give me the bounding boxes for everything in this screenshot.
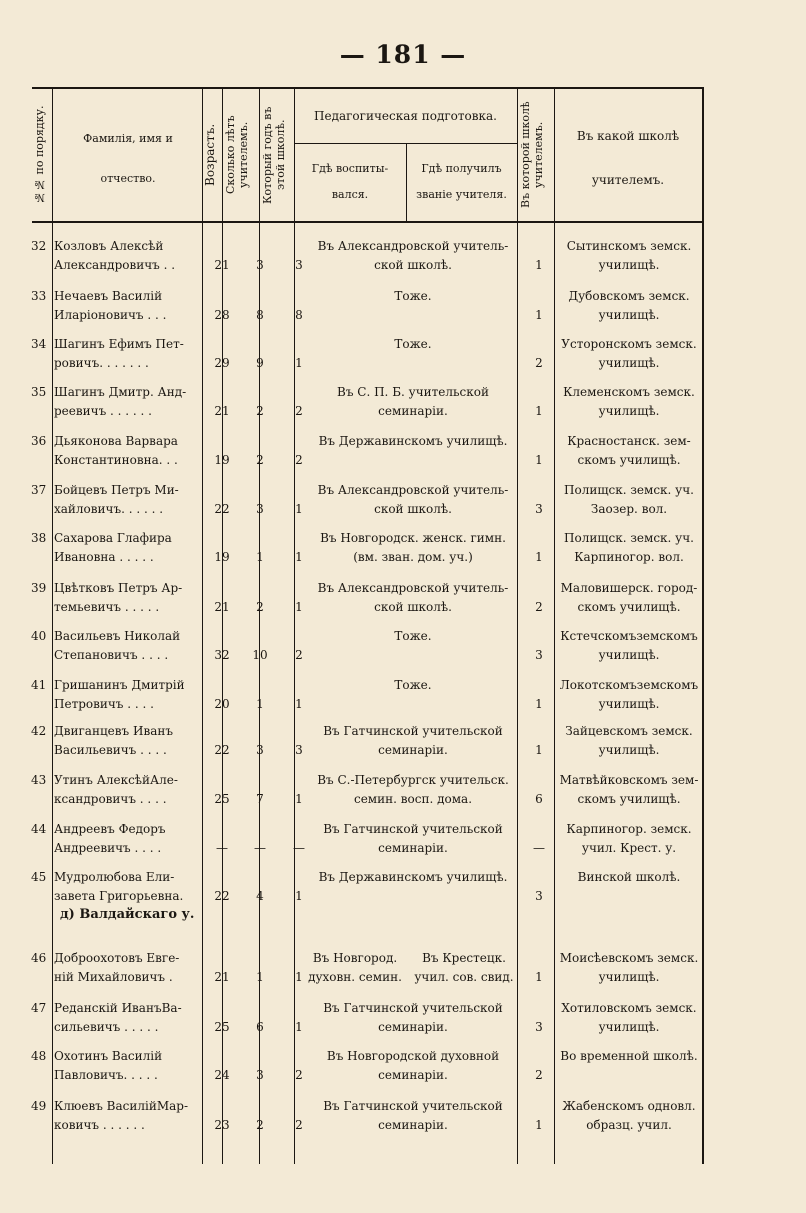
- header-name-line1: Фамилія, имя и: [83, 132, 173, 145]
- which-school-cell: Во временной школѣ.: [560, 1049, 698, 1063]
- pedagogical-cell: Въ Новгородской духовной семинаріи.: [326, 1049, 500, 1082]
- table-row: [32, 481, 704, 529]
- name-line2: темьевичъ . . . . .: [54, 600, 160, 614]
- which-school-cell: Клеменскомъ земск. училищѣ.: [563, 385, 695, 418]
- name-line1: Клюевъ ВасилійМар-: [54, 1099, 188, 1113]
- school-count-cell: 2: [535, 356, 543, 370]
- name-line1: Реданскій ИванъВа-: [54, 1001, 182, 1015]
- name-line1: Мудролюбова Ели-: [54, 870, 175, 884]
- name-line2: Васильевичъ . . . .: [54, 743, 167, 757]
- header-where-educated-1: Гдѣ воспиты-: [311, 162, 389, 175]
- name-line2: ній Михайловичъ .: [54, 970, 173, 984]
- current-year-cell: 1: [295, 356, 303, 370]
- pedagogical-cell: Тоже.: [394, 289, 432, 303]
- which-school-cell: Жабенскомъ одновл. образц. учил.: [562, 1099, 696, 1132]
- pedagogical-cell: Въ Гатчинской учительской семинаріи.: [323, 822, 503, 855]
- row-number: 35: [31, 385, 47, 399]
- school-count-cell: —: [533, 841, 545, 855]
- school-count-cell: 1: [535, 404, 543, 418]
- header-years: Сколько лѣтъ учителемъ.: [224, 115, 250, 195]
- header-name-line2: отчество.: [100, 172, 156, 185]
- row-number: 45: [31, 870, 47, 884]
- which-school-cell: Карпиногор. земск. учил. Крест. у.: [566, 822, 692, 855]
- school-count-cell: 6: [535, 792, 543, 806]
- school-count-cell: 1: [535, 258, 543, 272]
- table-row: [32, 949, 704, 997]
- table-row: [32, 627, 704, 675]
- years-cell: 3: [256, 502, 264, 516]
- table-row: [32, 868, 704, 916]
- pedagogical-cell: Тоже.: [394, 337, 432, 351]
- age-cell: 21: [214, 404, 230, 418]
- school-count-cell: 3: [535, 648, 543, 662]
- age-cell: 25: [214, 792, 230, 806]
- header-bottom-rule: [32, 221, 704, 223]
- name-line2: ковичъ . . . . . .: [54, 1118, 145, 1132]
- current-year-cell: 1: [295, 502, 303, 516]
- row-number: 32: [31, 239, 47, 253]
- school-count-cell: 1: [535, 743, 543, 757]
- current-year-cell: 1: [295, 792, 303, 806]
- years-cell: 1: [256, 970, 264, 984]
- row-number: 41: [31, 678, 47, 692]
- current-year-cell: 3: [295, 258, 303, 272]
- years-cell: 2: [256, 1118, 264, 1132]
- table-row: [32, 1047, 704, 1095]
- pedagogical-cell: Въ Гатчинской учительской семинаріи.: [323, 724, 503, 757]
- name-line1: Гришанинъ Дмитрій: [54, 678, 185, 692]
- age-cell: 23: [214, 1118, 230, 1132]
- which-school-cell: Зайцевскомъ земск. училищѣ.: [565, 724, 693, 757]
- where-educated-cell: Въ Новгород. духовн. семин.: [308, 951, 402, 984]
- table-row: [32, 529, 704, 577]
- table-row: [32, 722, 704, 770]
- header-order: №№ по порядку.: [33, 105, 46, 205]
- name-line1: Шагинъ Дмитр. Анд-: [54, 385, 187, 399]
- pedagogical-cell: Въ Державинскомъ училищѣ.: [318, 870, 508, 884]
- school-count-cell: 1: [535, 453, 543, 467]
- which-school-cell: Полищск. земск. уч. Карпиногор. вол.: [564, 531, 694, 564]
- name-line2: Ивановна . . . . .: [54, 550, 154, 564]
- age-cell: 19: [214, 453, 230, 467]
- which-school-cell: Красностанск. зем- скомъ училищѣ.: [567, 434, 691, 467]
- years-cell: 4: [256, 889, 264, 903]
- current-year-cell: 8: [295, 308, 303, 322]
- school-count-cell: 3: [535, 889, 543, 903]
- current-year-cell: 2: [295, 453, 303, 467]
- row-number: 33: [31, 289, 47, 303]
- years-cell: 2: [256, 404, 264, 418]
- name-line1: Дьяконова Варвара: [54, 434, 178, 448]
- table-row: [32, 383, 704, 431]
- years-cell: 3: [256, 1068, 264, 1082]
- row-number: 38: [31, 531, 47, 545]
- current-year-cell: 1: [295, 1020, 303, 1034]
- header-which-school-2: учителемъ.: [591, 173, 665, 187]
- name-line1: Цвѣтковъ Петръ Ар-: [54, 581, 183, 595]
- years-cell: —: [254, 841, 266, 855]
- years-cell: 7: [256, 792, 264, 806]
- pedagogical-cell: Въ Державинскомъ училищѣ.: [318, 434, 508, 448]
- current-year-cell: 1: [295, 889, 303, 903]
- school-count-cell: 2: [535, 600, 543, 614]
- years-cell: 8: [256, 308, 264, 322]
- name-line2: Александровичъ . .: [54, 258, 176, 272]
- which-school-cell: Локотскомъземскомъ училищѣ.: [559, 678, 699, 711]
- which-school-cell: Сытинскомъ земск. училищѣ.: [566, 239, 692, 272]
- header-pedagogical: Педагогическая подготовка.: [314, 109, 497, 123]
- header-where-educated-2: вался.: [331, 188, 369, 201]
- table-row: [32, 771, 704, 819]
- age-cell: 28: [214, 308, 230, 322]
- name-line1: Охотинъ Василій: [54, 1049, 163, 1063]
- years-cell: 6: [256, 1020, 264, 1034]
- current-year-cell: 2: [295, 648, 303, 662]
- age-cell: 22: [214, 743, 230, 757]
- name-line1: Утинъ АлексѣйАле-: [54, 773, 178, 787]
- current-year-cell: 1: [295, 600, 303, 614]
- name-line2: Андреевичъ . . . .: [54, 841, 162, 855]
- which-school-cell: Матвѣйковскомъ зем- скомъ училищѣ.: [559, 773, 699, 806]
- which-school-cell: Маловишерск. город- скомъ училищѣ.: [560, 581, 698, 614]
- name-line2: завета Григорьевна.: [54, 889, 184, 903]
- age-cell: 29: [214, 356, 230, 370]
- current-year-cell: 1: [295, 697, 303, 711]
- current-year-cell: 2: [295, 404, 303, 418]
- table-row: [32, 579, 704, 627]
- which-school-cell: Винской школѣ.: [577, 870, 681, 884]
- name-line2: сильевичъ . . . . .: [54, 1020, 159, 1034]
- row-number: 37: [31, 483, 47, 497]
- row-number: 39: [31, 581, 47, 595]
- name-line1: Сахарова Глафира: [54, 531, 172, 545]
- header-age: Возрастъ.: [203, 123, 217, 187]
- age-cell: 21: [214, 600, 230, 614]
- where-title-cell: Въ Крестецк. учил. сов. свид.: [414, 951, 514, 984]
- name-line2: ровичъ. . . . . . .: [54, 356, 149, 370]
- age-cell: 19: [214, 550, 230, 564]
- age-cell: 24: [214, 1068, 230, 1082]
- current-year-cell: 1: [295, 970, 303, 984]
- age-cell: 20: [214, 697, 230, 711]
- row-number: 43: [31, 773, 47, 787]
- which-school-cell: Полищск. земск. уч. Заозер. вол.: [564, 483, 694, 516]
- current-year-cell: 3: [295, 743, 303, 757]
- table-row: [32, 237, 704, 285]
- pedagogical-cell: Въ Александровской учитель- ской школѣ.: [317, 239, 509, 272]
- years-cell: 2: [256, 453, 264, 467]
- name-line2: Иларіоновичъ . . .: [54, 308, 167, 322]
- pedagogical-cell: Тоже.: [394, 678, 432, 692]
- pedagogical-cell: Въ Александровской учитель- ской школѣ.: [317, 483, 509, 516]
- which-school-cell: Усторонскомъ земск. училищѣ.: [561, 337, 697, 370]
- table-row: [32, 1097, 704, 1145]
- name-line2: Константиновна. . .: [54, 453, 178, 467]
- school-count-cell: 1: [535, 697, 543, 711]
- age-cell: 22: [214, 502, 230, 516]
- row-number: 44: [31, 822, 47, 836]
- which-school-cell: Кстечскомъземскомъ училищѣ.: [560, 629, 698, 662]
- which-school-cell: Дубовскомъ земск. училищѣ.: [568, 289, 690, 322]
- school-count-cell: 1: [535, 970, 543, 984]
- age-cell: 21: [214, 970, 230, 984]
- pedagogical-cell: Въ Гатчинской учительской семинаріи.: [323, 1001, 503, 1034]
- current-year-cell: 1: [295, 550, 303, 564]
- school-count-cell: 2: [535, 1068, 543, 1082]
- years-cell: 1: [256, 697, 264, 711]
- row-number: 34: [31, 337, 47, 351]
- school-count-cell: 1: [535, 308, 543, 322]
- header-which-school-1: Въ какой школѣ: [576, 129, 680, 143]
- age-cell: 32: [214, 648, 230, 662]
- pedagogical-sub-divider: [406, 143, 407, 221]
- pedagogical-cell: Въ С. П. Б. учительской семинаріи.: [337, 385, 489, 418]
- table-row: [32, 335, 704, 383]
- row-number: 46: [31, 951, 47, 965]
- name-line2: ксандровичъ . . . .: [54, 792, 167, 806]
- row-number: 48: [31, 1049, 47, 1063]
- years-cell: 3: [256, 258, 264, 272]
- name-line1: Козловъ Алексѣй: [54, 239, 164, 253]
- years-cell: 9: [256, 356, 264, 370]
- school-count-cell: 1: [535, 1118, 543, 1132]
- pedagogical-cell: Въ Новгородск. женск. гимн. (вм. зван. дом. уч.): [320, 531, 506, 564]
- row-number: 47: [31, 1001, 47, 1015]
- school-count-cell: 1: [535, 550, 543, 564]
- years-cell: 2: [256, 600, 264, 614]
- pedagogical-cell: Тоже.: [394, 629, 432, 643]
- table-row: [32, 676, 704, 724]
- name-line1: Андреевъ Федоръ: [54, 822, 166, 836]
- which-school-cell: Хотиловскомъ земск. училищѣ.: [561, 1001, 697, 1034]
- name-line1: Двиганцевъ Иванъ: [54, 724, 173, 738]
- teachers-table: [32, 87, 704, 1164]
- name-line1: Шагинъ Ефимъ Пет-: [54, 337, 184, 351]
- current-year-cell: 2: [295, 1118, 303, 1132]
- row-number: 49: [31, 1099, 47, 1113]
- section-heading: д) Валдайскаго у.: [60, 907, 195, 922]
- table-row: [32, 999, 704, 1047]
- row-number: 40: [31, 629, 47, 643]
- header-school-count: Въ которой школѣ учителемъ.: [519, 101, 545, 209]
- school-count-cell: 3: [535, 502, 543, 516]
- name-line1: Бойцевъ Петръ Ми-: [54, 483, 179, 497]
- header-where-title-1: Гдѣ получилъ: [421, 162, 502, 175]
- years-cell: 3: [256, 743, 264, 757]
- pedagogical-cell: Въ Александровской учитель- ской школѣ.: [317, 581, 509, 614]
- school-count-cell: 3: [535, 1020, 543, 1034]
- age-cell: —: [216, 841, 228, 855]
- age-cell: 22: [214, 889, 230, 903]
- name-line1: Васильевъ Николай: [54, 629, 181, 643]
- table-row: [32, 287, 704, 335]
- current-year-cell: 2: [295, 1068, 303, 1082]
- header-current-year: Который годъ въ этой школѣ.: [261, 106, 287, 204]
- name-line1: Нечаевъ Василій: [54, 289, 163, 303]
- pedagogical-cell: Въ С.-Петербургск учительск. семин. восп. дома.: [317, 773, 509, 806]
- table-row: [32, 820, 704, 868]
- age-cell: 21: [214, 258, 230, 272]
- page-number: — 181 —: [339, 40, 467, 69]
- years-cell: 1: [256, 550, 264, 564]
- name-line2: хайловичъ. . . . . .: [54, 502, 164, 516]
- header-where-title-2: званіе учителя.: [416, 188, 507, 201]
- table-row: [32, 432, 704, 480]
- age-cell: 25: [214, 1020, 230, 1034]
- years-cell: 10: [252, 648, 268, 662]
- name-line2: реевичъ . . . . . .: [54, 404, 152, 418]
- pedagogical-cell: Въ Гатчинской учительской семинаріи.: [323, 1099, 503, 1132]
- which-school-cell: Моисѣевскомъ земск. училищѣ.: [559, 951, 699, 984]
- row-number: 42: [31, 724, 47, 738]
- name-line2: Степановичъ . . . .: [54, 648, 169, 662]
- name-line1: Доброохотовъ Евге-: [54, 951, 180, 965]
- name-line2: Петровичъ . . . .: [54, 697, 154, 711]
- row-number: 36: [31, 434, 47, 448]
- current-year-cell: —: [293, 841, 305, 855]
- name-line2: Павловичъ. . . . .: [54, 1068, 158, 1082]
